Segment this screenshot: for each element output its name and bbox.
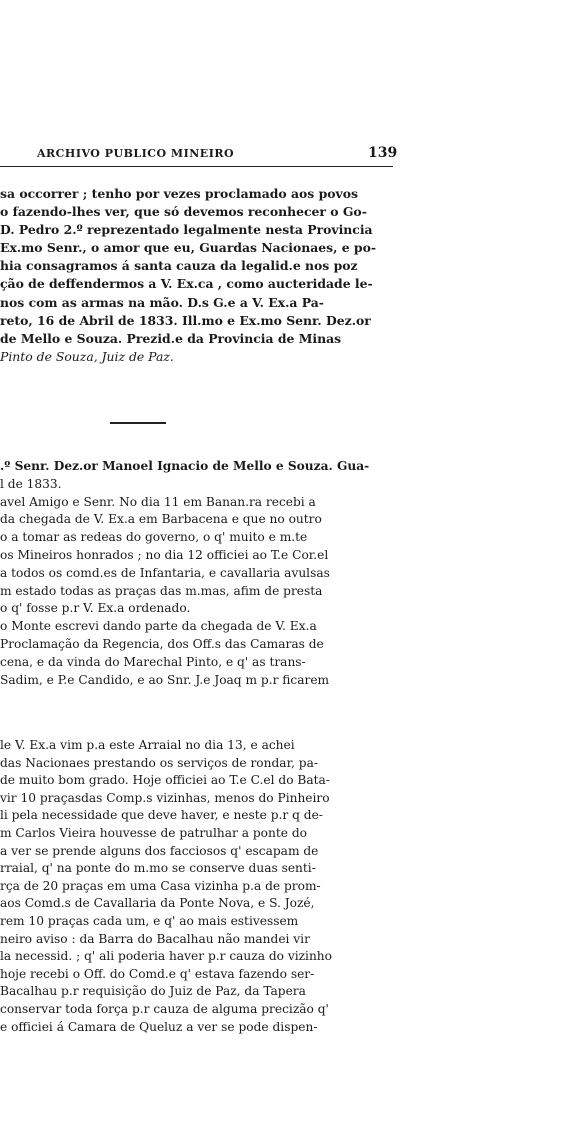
text-line: o a tomar as redeas do governo, o q' muito e m.te <box>0 530 308 545</box>
text-line: li pela necessidade que deve haver, e neste p.r q de- <box>0 808 323 823</box>
running-title: ARCHIVO PUBLICO MINEIRO <box>37 147 235 160</box>
text-line: rraial, q' na ponte do m.mo se conserve duas senti- <box>0 861 316 876</box>
text-line: avel Amigo e Senr. No dia 11 em Banan.ra recebi a <box>0 494 316 509</box>
text-line: Sadim, e P.e Candido, e ao Snr. J.e Joaq m p.r ficarem <box>0 672 330 687</box>
text-line: a todos os comd.es de Infantaria, e cavallaria avulsas <box>0 565 330 580</box>
text-line: e officiei á Camara de Queluz a ver se pode dispen- <box>0 1019 318 1034</box>
text-line: reto, 16 de Abril de 1833. Ill.mo e Ex.mo Senr. Dez.or <box>0 312 371 328</box>
section-divider <box>110 422 166 424</box>
page-number: 139 <box>368 145 398 161</box>
text-line: aos Comd.s de Cavallaria da Ponte Nova, e S. Jozé, <box>0 896 315 911</box>
text-line: das Nacionaes prestando os serviços de rondar, pa- <box>0 755 318 770</box>
text-line: Bacalhau p.r requisição do Juiz de Paz, da Tapera <box>0 984 306 999</box>
text-line: vir 10 praçasdas Comp.s vizinhas, menos do Pinheiro <box>0 790 330 805</box>
text-line: rem 10 praças cada um, e q' ao mais estivessem <box>0 913 299 928</box>
text-line: da chegada de V. Ex.a em Barbacena e que no outro <box>0 512 322 527</box>
text-line: hoje recebi o Off. do Comd.e q' estava fazendo ser- <box>0 966 315 981</box>
text-line: de muito bom grado. Hoje officiei ao T.e C.el do Bata- <box>0 773 330 788</box>
text-line: hia consagramos á santa cauza da legalid.e nos poz <box>0 258 358 274</box>
text-line: sa occorrer ; tenho por vezes proclamado aos povos <box>0 186 358 201</box>
text-line: m estado todas as praças das m.mas, afim de presta <box>0 583 323 598</box>
letter-heading-line: .º Senr. Dez.or Manoel Ignacio de Mello e Souza. Gua- <box>0 459 370 473</box>
text-line: rça de 20 praças em uma Casa vizinha p.a de prom- <box>0 878 321 893</box>
text-line: a ver se prende alguns dos facciosos q' escapam de <box>0 843 319 858</box>
text-line: o Monte escrevi dando parte da chegada de V. Ex.a <box>0 619 317 634</box>
second-letter-continued <box>0 737 395 1036</box>
page-header <box>0 145 400 165</box>
text-line: la necessid. ; q' ali poderia haver p.r cauza do vizinho <box>0 949 332 964</box>
text-line: o fazendo-lhes ver, que só devemos reconhecer o Go- <box>0 204 367 220</box>
header-rule <box>0 166 393 167</box>
first-letter <box>0 185 395 366</box>
text-line: ção de deffendermos a V. Ex.ca , como aucteridade le- <box>0 276 373 292</box>
text-line: conservar toda força p.r cauza de alguma precizão q' <box>0 1001 329 1016</box>
text-line: de Mello e Souza. Prezid.e da Provincia de Minas <box>0 330 342 346</box>
text-line: nos com as armas na mão. D.s G.e a V. Ex.a Pa- <box>0 294 324 310</box>
text-line: o q' fosse p.r V. Ex.a ordenado. <box>0 601 191 616</box>
text-line: D. Pedro 2.º reprezentado legalmente nesta Provincia <box>0 222 373 238</box>
text-line: Proclamação da Regencia, dos Off.s das Camaras de <box>0 636 324 651</box>
signature-line: Pinto de Souza, Juiz de Paz. <box>0 348 174 364</box>
text-line: cena, e da vinda do Marechal Pinto, e q' as trans- <box>0 654 306 669</box>
text-line: neiro aviso : da Barra do Bacalhau não mandei vir <box>0 931 310 946</box>
text-line: os Mineiros honrados ; no dia 12 officiei ao T.e Cor.el <box>0 547 329 562</box>
second-letter <box>0 458 395 689</box>
text-line: Ex.mo Senr., o amor que eu, Guardas Nacionaes, e po- <box>0 240 377 256</box>
letter-heading-line: l de 1833. <box>0 476 62 491</box>
text-line: m Carlos Vieira houvesse de patrulhar a ponte do <box>0 825 307 840</box>
text-line: le V. Ex.a vim p.a este Arraial no dia 13, e achei <box>0 738 295 752</box>
